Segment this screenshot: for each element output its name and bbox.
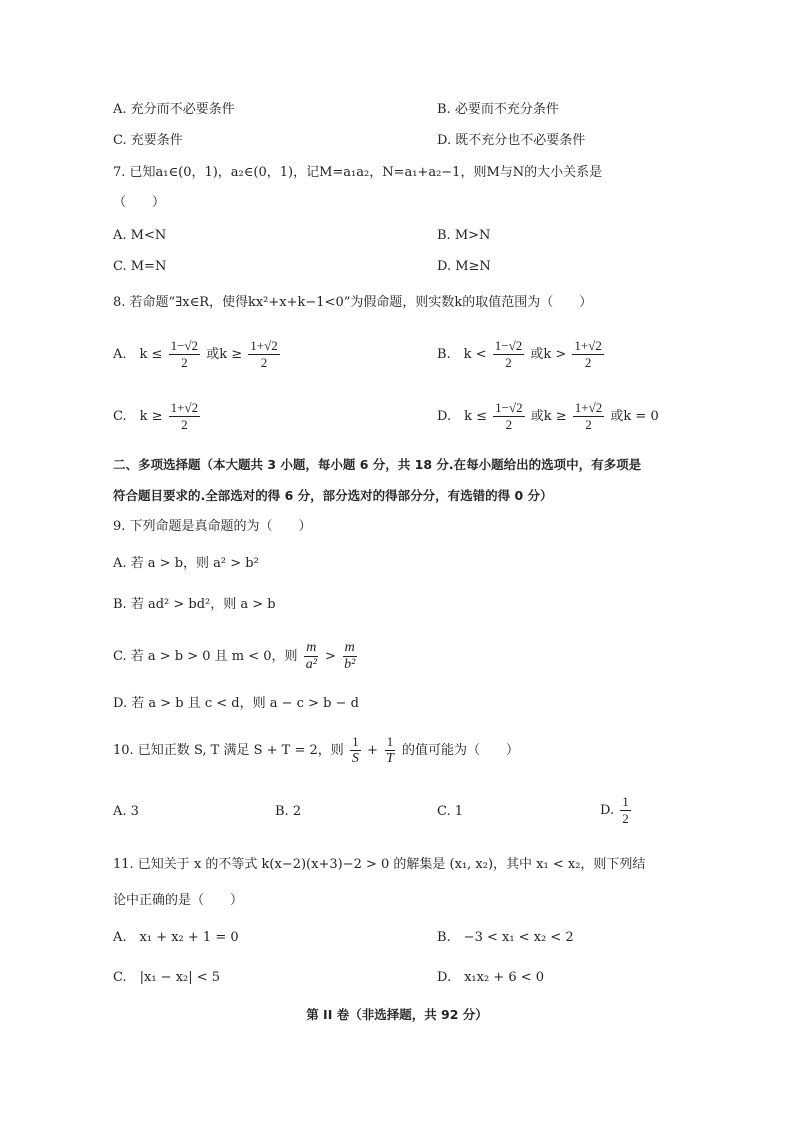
q10-stem-suffix: 的值可能为（ ） [402,743,520,758]
q9-stem: 9. 下列命题是真命题的为（ ） [113,519,312,534]
q8-c-fraction-1: $\frac{1+√2}{2}$ [170,400,199,432]
q8-stem: 8. 若命题“∃x∈R，使得kx²+x+k−1<0”为假命题，则实数k的取值范围为（ ） [113,295,593,310]
q10-d-fraction: $\frac{1}{2}$ [622,794,629,826]
q7-stem: 7. 已知a₁∈(0，1)，a₂∈(0，1)，记M=a₁a₂，N=a₁+a₂−1，则M与N的大小关系是 [113,165,603,180]
q8-b-fraction-2: $\frac{1+√2}{2}$ [574,338,602,370]
q8-option-d [437,400,659,433]
q10-stem [113,734,519,767]
q11-option-b: B. −3 < x₁ < x₂ < 2 [437,930,574,945]
q8-d-prefix: D. k ≤ [437,409,487,424]
q8-a-fraction-2: $\frac{1+√2}{2}$ [250,338,278,370]
q10-option-a: A. 3 [113,804,139,819]
q8-d-mid: 或k ≥ [530,409,567,424]
q10-fraction-2: $\frac{1}{T}$ [386,734,394,766]
q11-stem: 11. 已知关于 x 的不等式 k(x−2)(x+3)−2 > 0 的解集是 (x₁, x₂)，其中 x₁ < x₂，则下列结 [113,857,646,872]
q6-option-b: B. 必要而不充分条件 [437,102,559,117]
q8-b-prefix: B. k < [437,347,487,362]
q11-option-a: A. x₁ + x₂ + 1 = 0 [113,930,239,945]
q7-option-a: A. M<N [113,228,167,243]
q10-plus: + [367,743,378,758]
q8-c-prefix: C. k ≥ [113,409,163,424]
q9-option-a: A. 若 a > b，则 a² > b² [113,556,259,571]
q6-option-c: C. 充要条件 [113,133,183,148]
section2-heading-line2: 符合题目要求的.全部选对的得 6 分，部分选对的得部分分，有选错的得 0 分） [113,488,553,503]
q10-option-b: B. 2 [275,804,302,819]
q6-option-a: A. 充分而不必要条件 [113,102,235,117]
q7-option-d: D. M≥N [437,259,491,274]
section2-heading-line1: 二、多项选择题（本大题共 3 小题，每小题 6 分，共 18 分.在每小题给出的选项中，有多项是 [113,457,642,472]
part2-title: 第 II 卷（非选择题，共 92 分） [306,1007,488,1022]
q9-c-fraction-2: $\frac{m}{\text{b²}}$ [344,640,356,672]
q8-b-fraction-1: $\frac{1-√2}{2}$ [494,338,523,370]
q8-option-c [113,400,202,433]
q6-option-d: D. 既不充分也不必要条件 [437,133,586,148]
q9-option-c [113,640,359,673]
q10-option-d [600,794,633,827]
q8-option-a [113,338,282,371]
q7-option-c: C. M=N [113,259,167,274]
q9-c-fraction-1: $\frac{m}{\text{a²}}$ [305,640,317,672]
q10-fraction-1: $\frac{1}{S}$ [351,734,359,766]
q9-option-b: B. 若 ad² > bd²，则 a > b [113,597,276,612]
q8-option-b [437,338,606,371]
q9-c-mid: > [325,649,336,664]
q8-d-fraction-1: $\frac{1-√2}{2}$ [495,400,523,432]
q11-option-c: C. |x₁ − x₂| < 5 [113,970,221,985]
q9-option-d: D. 若 a > b 且 c < d，则 a − c > b − d [113,696,359,711]
q11-stem-line2: 论中正确的是（ ） [113,893,244,908]
q7-paren: （ ） [113,195,166,210]
q8-b-mid: 或k > [530,347,567,362]
q10-stem-prefix: 10. 已知正数 S, T 满足 S + T = 2，则 [113,743,344,758]
q8-a-mid: 或k ≥ [206,347,243,362]
q10-d-prefix: D. [600,803,615,818]
q8-d-end: 或k = 0 [610,409,659,424]
q8-a-prefix: A. k ≤ [113,347,163,362]
q7-option-b: B. M>N [437,228,491,243]
q8-a-fraction-1: $\frac{1-√2}{2}$ [170,338,199,370]
q8-d-fraction-2: $\frac{1+√2}{2}$ [574,400,603,432]
q11-option-d: D. x₁x₂ + 6 < 0 [437,970,545,985]
q10-option-c: C. 1 [437,804,464,819]
q9-c-prefix: C. 若 a > b > 0 且 m < 0，则 [113,649,298,664]
